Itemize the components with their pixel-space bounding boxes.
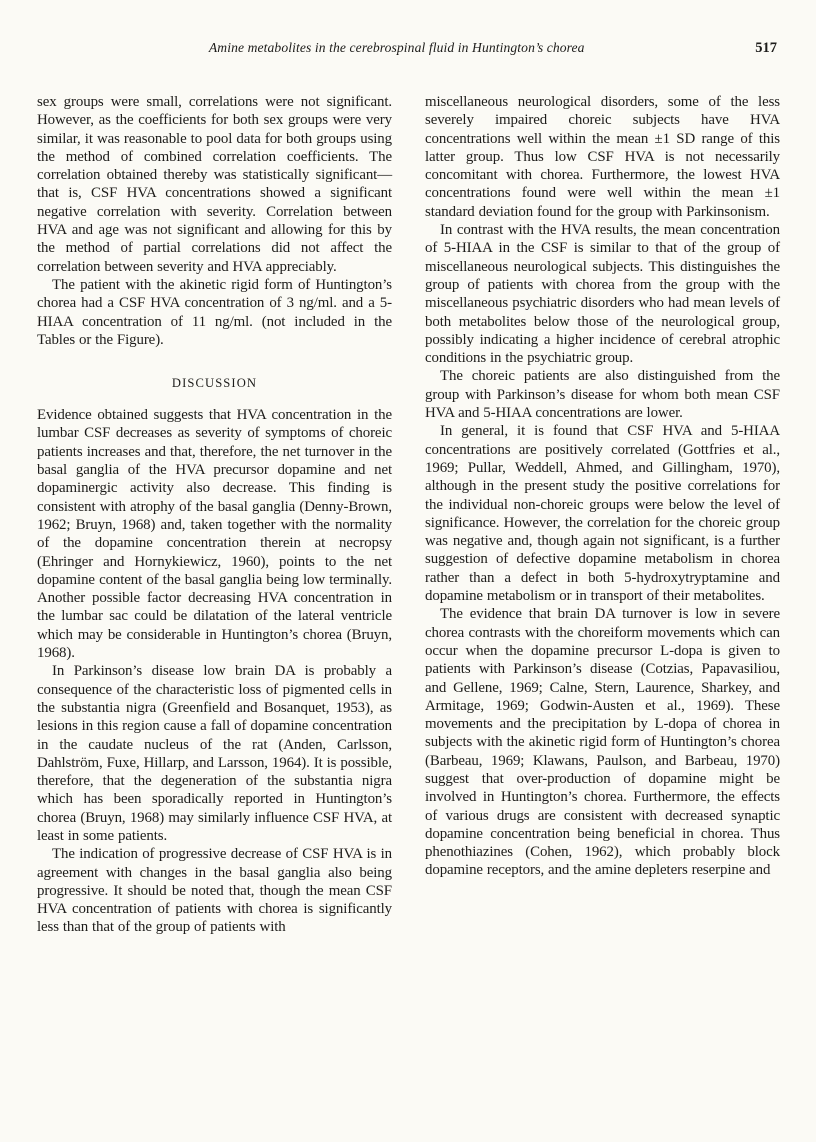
paragraph: The choreic patients are also distinguished from the group with Parkinson’s disease for whom both mean CSF HVA and 5-HIAA concentrations are lower. <box>425 368 780 422</box>
paragraph: miscellaneous neurological disorders, some of the less severely impaired choreic subjects have HVA concentrations well within the mean ±1 SD range of this latter group. Thus low CSF HVA is not necessarily concomitant with chorea. Furthermore, the lowest HVA concentrations found were well within the mean ±1 standard deviation found for the group with Parkinsonism. <box>425 94 780 220</box>
paragraph: sex groups were small, correlations were not significant. However, as the coefficients for both sex groups were very similar, it was reasonable to pool data for both groups using the method of combined correlation coefficients. The correlation obtained thereby was statistically significant—that is, CSF HVA concentrations showed a significant negative correlation with severity. Correlation between HVA and age was not significant and allowing for this by the method of partial correlations did not affect the correlation between severity and HVA appreciably. <box>37 94 392 275</box>
paragraph: In contrast with the HVA results, the mean concentration of 5-HIAA in the CSF is similar to that of the group of miscellaneous neurological subjects. This distinguishes the group of patients with chorea from the group with the miscellaneous psychiatric disorders who had mean levels of both metabolites below those of the neurological group, possibly indicating a higher incidence of cerebral atrophic conditions in the psychiatric group. <box>425 222 780 367</box>
page-header <box>37 40 779 60</box>
running-title: Amine metabolites in the cerebrospinal fluid in Huntington’s chorea <box>208 40 585 55</box>
page-number: 517 <box>755 40 777 56</box>
paragraph: In general, it is found that CSF HVA and 5-HIAA concentrations are positively correlated (Gottfries et al., 1969; Pullar, Weddell, Ahmed, and Gillingham, 1970), although in the present study the positive correlations for the individual non-choreic groups were below the level of significance. However, the correlation for the choreic group was negative and, though again not significant, is a further suggestion of defective dopamine metabolism in chorea rather than a defect in both 5-hydroxytryptamine and dopamine metabolism or in transport of their metabolites. <box>425 423 780 605</box>
left-column <box>37 93 392 937</box>
paragraph: In Parkinson’s disease low brain DA is probably a consequence of the characteristic loss of pigmented cells in the substantia nigra (Greenfield and Bosanquet, 1953), as lesions in this region cause a fall of dopamine concentration in the caudate nucleus of the rat (Anden, Carlsson, Dahlström, Fuxe, Hillarp, and Larsson, 1964). It is possible, therefore, that the degeneration of the substantia nigra which has been sporadically reported in Huntington’s chorea (Bruyn, 1968) may similarly influence CSF HVA, at least in some patients. <box>37 663 392 844</box>
right-column <box>425 93 780 937</box>
paragraph: Evidence obtained suggests that HVA concentration in the lumbar CSF decreases as severity of symptoms of choreic patients increases and that, therefore, the net turnover in the basal ganglia of the HVA precursor dopamine and net dopaminergic activity also decrease. This finding is consistent with atrophy of the basal ganglia (Denny-Brown, 1962; Bruyn, 1968) and, taken together with the normality of the dopamine concentration therein at necropsy (Ehringer and Hornykiewicz, 1960), points to the net dopamine content of the basal ganglia being low terminally. Another possible factor decreasing HVA concentration in the lumbar sac could be dilatation of the lateral ventricle which may be considerable in Huntington’s chorea (Bruyn, 1968). <box>37 407 392 662</box>
paragraph: The evidence that brain DA turnover is low in severe chorea contrasts with the choreiform movements which can occur when the dopamine precursor L-dopa is given to patients with Parkinson’s disease (Cotzias, Papavasiliou, and Gellene, 1969; Calne, Stern, Laurence, Sharkey, and Armitage, 1969; Godwin-Austen et al., 1969). These movements and the precipitation by L-dopa of chorea in subjects with the akinetic rigid form of Huntington’s chorea (Barbeau, 1969; Klawans, Paulson, and Barbeau, 1970) suggest that over-production of dopamine might be involved in Huntington’s chorea. Furthermore, the effects of various drugs are consistent with decreased synaptic dopamine concentration being beneficial in chorea. Thus phenothiazines (Cohen, 1962), which probably block dopamine receptors, and the amine depleters reserpine and <box>425 606 780 879</box>
two-column-body <box>37 93 779 937</box>
section-heading: DISCUSSION <box>171 376 258 391</box>
paragraph: The patient with the akinetic rigid form of Huntington’s chorea had a CSF HVA concentration of 3 ng/ml. and a 5-HIAA concentration of 11 ng/ml. (not included in the Tables or the Figure). <box>37 276 392 348</box>
paragraph: The indication of progressive decrease of CSF HVA is in agreement with changes in the basal ganglia also being progressive. It should be noted that, though the mean CSF HVA concentration of patients with chorea is significantly less than that of the group of patients with <box>37 846 392 936</box>
